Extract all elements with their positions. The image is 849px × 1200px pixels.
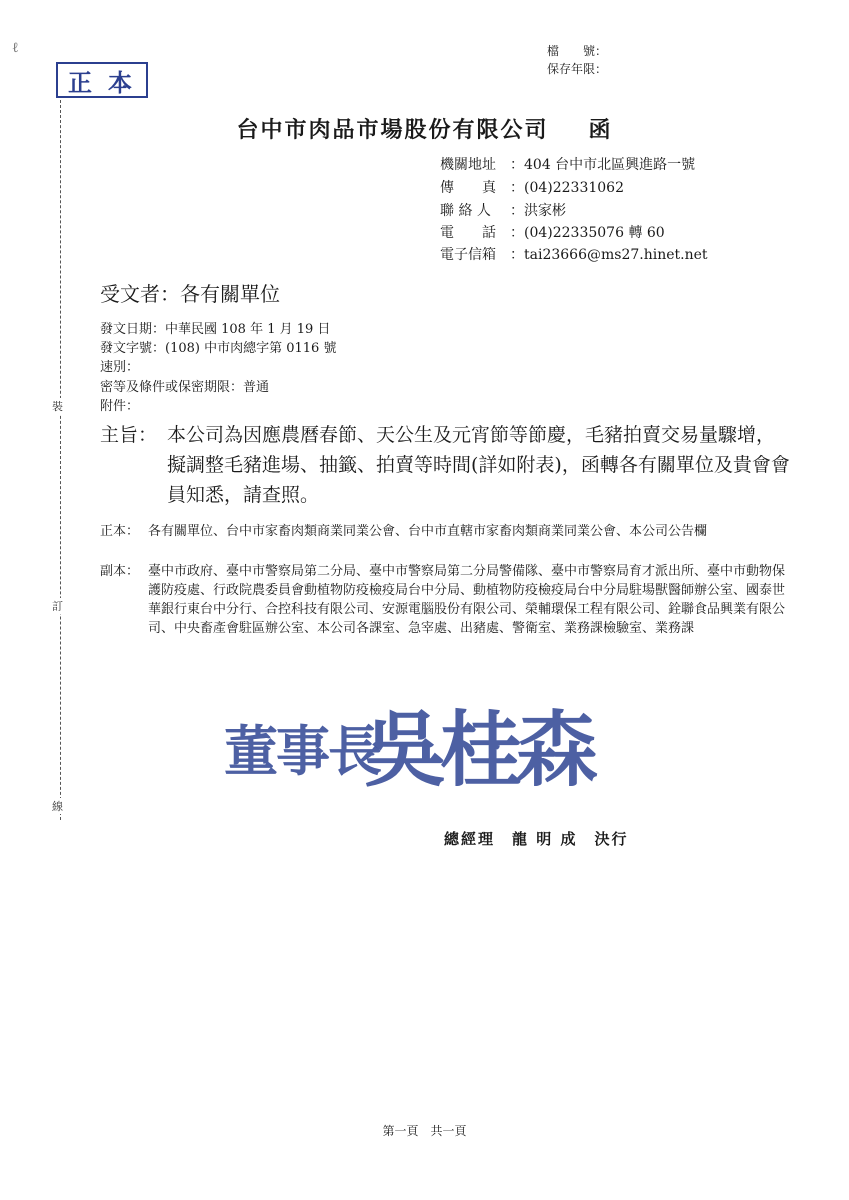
issue-date: 發文日期：中華民國 108 年 1 月 19 日 <box>100 322 331 337</box>
attachments: 附件： <box>100 399 140 414</box>
recipient-line: 受文者：各有關單位 <box>100 282 280 306</box>
original-recipients <box>100 522 790 541</box>
company-name: 台中市肉品市場股份有限公司 <box>236 117 549 143</box>
scan-mark: ℓ <box>12 40 19 56</box>
contact-email: 電子信箱 ：tai23666@ms27.hinet.net <box>440 247 708 263</box>
document-number: 發文字號：(108) 中市肉總字第 0116 號 <box>100 341 337 356</box>
secrecy-level: 密等及條件或保密期限：普通 <box>100 380 270 395</box>
contact-address: 機關地址 ：404 台中市北區興進路一號 <box>440 157 696 173</box>
copy-label: 副本： <box>100 564 140 579</box>
chairman-signature-stamp <box>224 698 614 802</box>
contact-fax: 傳 真 ：(04)22331062 <box>440 180 624 196</box>
original-copy-stamp: 正本 <box>56 62 148 98</box>
page-footer: 第一頁 共一頁 <box>382 1124 467 1138</box>
original-label: 正本： <box>100 524 140 539</box>
original-text: 各有關單位、台中市家畜肉類商業同業公會、台中市直轄市家畜肉類商業同業公會、本公司公告欄 <box>148 524 708 539</box>
contact-phone: 電 話 ：(04)22335076 轉 60 <box>440 225 665 241</box>
subject-label: 主旨： <box>100 424 158 446</box>
copy-recipients <box>100 562 790 638</box>
copy-text: 臺中市政府、臺中市警察局第二分局、臺中市警察局第二分局警備隊、臺中市警察局育才派出所、臺中市動物保護防疫處、行政院農委員會動植物防疫檢疫局台中分局、動植物防疫檢疫局台中分局駐場獸醫師辦公室、國泰世華銀行東台中分行、合控科技有限公司、安源電腦股份有限公司、榮輔環保工程有限公司、銓聯食品興業有限公司、中央畜產會駐區辦公室、本公司各課室、急宰處、出豬處、警衛室、業務課檢驗室、業務課 <box>148 564 786 636</box>
document-type: 函 <box>588 117 613 143</box>
subject-section <box>100 420 790 510</box>
delivery-speed: 速別： <box>100 360 140 375</box>
document-title <box>0 113 849 144</box>
binding-margin-line <box>60 100 61 820</box>
general-manager-line: 總經理 龍 明 成 決行 <box>444 830 629 848</box>
retention-period-label: 保存年限： <box>547 62 608 76</box>
margin-char-stitch: 訂 <box>52 600 63 613</box>
contact-person: 聯 絡 人 ：洪家彬 <box>440 203 566 219</box>
margin-char-binding: 裝 <box>52 400 63 413</box>
subject-text: 本公司為因應農曆春節、天公生及元宵節等節慶，毛豬拍賣交易量驟增，擬調整毛豬進場、抽籤、拍賣等時間(詳如附表)，函轉各有關單位及貴會會員知悉，請查照。 <box>167 424 790 506</box>
svg-text:董事長: 董事長 <box>224 719 380 783</box>
svg-text:吳桂森: 吳桂森 <box>364 702 593 798</box>
file-number-label: 檔 號： <box>547 44 608 58</box>
margin-char-line: 線 <box>52 800 63 813</box>
